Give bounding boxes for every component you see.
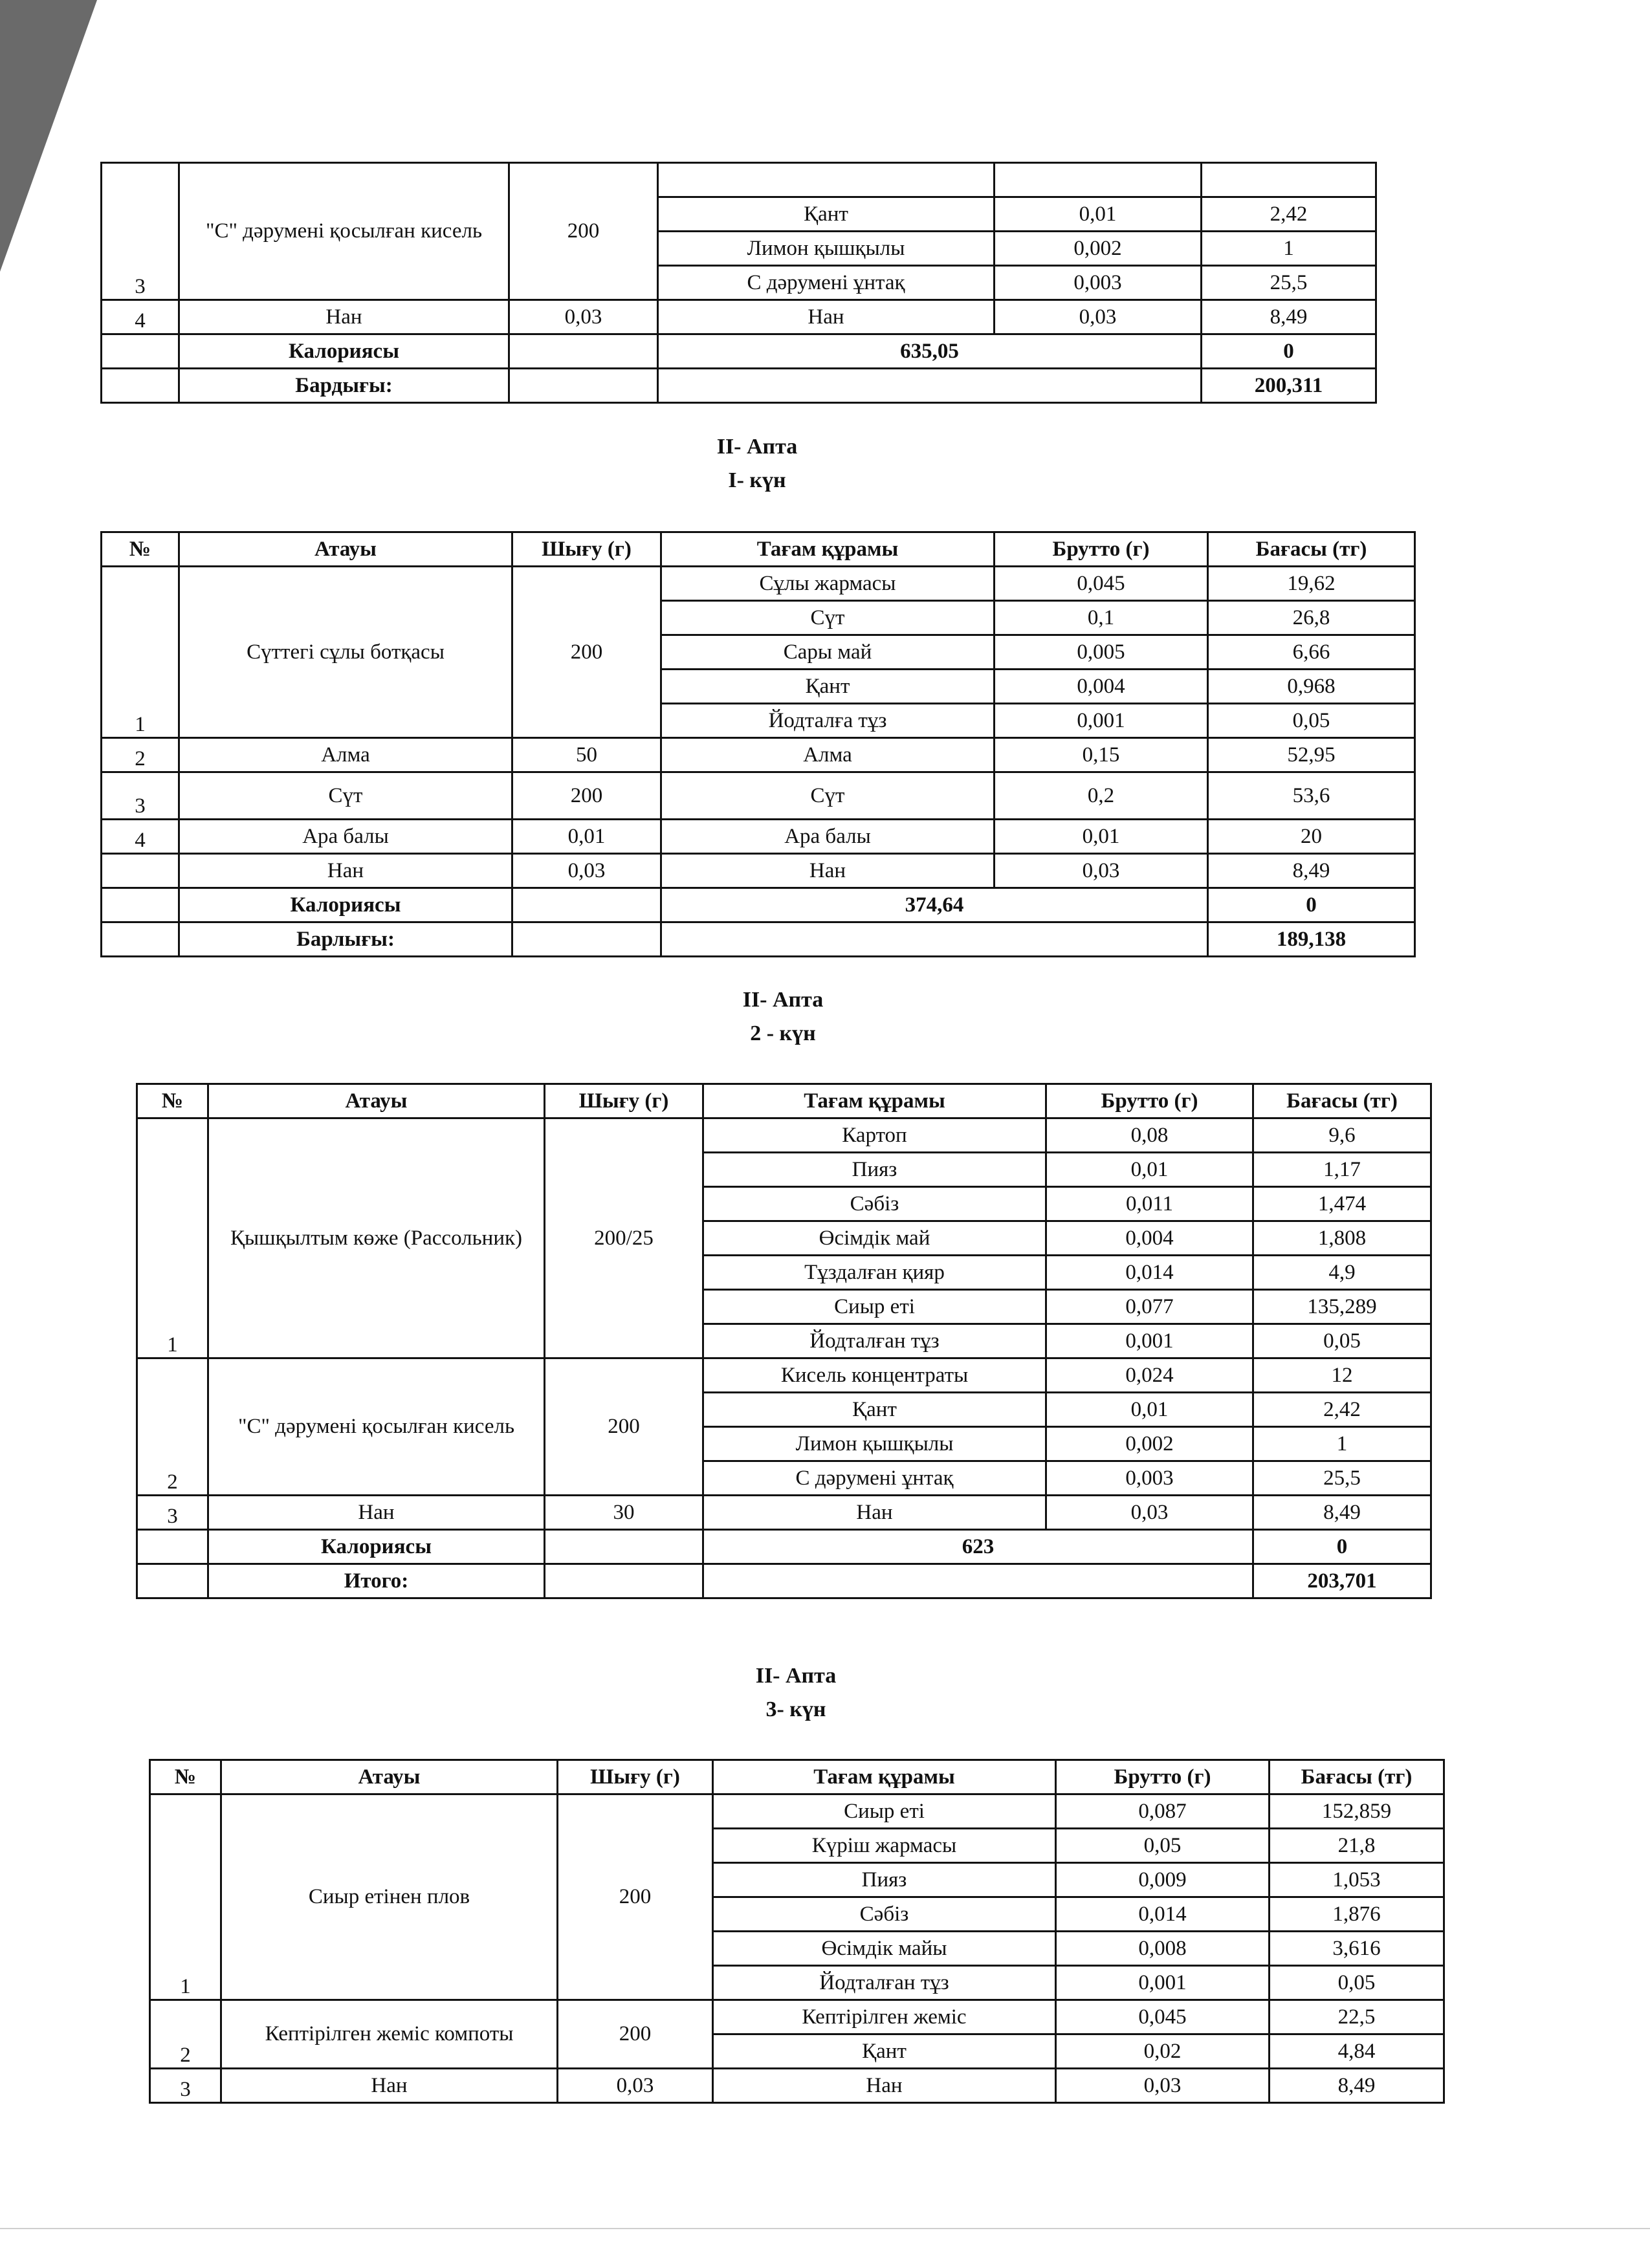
dish-yield: 200 xyxy=(558,1794,713,2000)
ingredient-brutto: 0,03 xyxy=(1056,2069,1270,2103)
ingredient-brutto: 0,009 xyxy=(1056,1863,1270,1897)
empty-cell xyxy=(102,888,179,922)
empty-cell xyxy=(703,1564,1253,1598)
dish-name: Ара балы xyxy=(179,820,512,854)
column-header: Брутто (г) xyxy=(1056,1760,1270,1794)
ingredient-name: Сәбіз xyxy=(713,1897,1056,1932)
empty-cell xyxy=(102,369,179,403)
ingredient-price: 2,42 xyxy=(1202,197,1376,232)
ingredient-name: Өсімдік май xyxy=(703,1221,1046,1256)
ingredient-name: С дәрумені ұнтақ xyxy=(703,1461,1046,1496)
dish-name: Кептірілген жеміс компоты xyxy=(221,2000,558,2069)
ingredient-brutto: 0,004 xyxy=(995,670,1208,704)
ingredient-brutto: 0,077 xyxy=(1046,1290,1253,1324)
ingredient-name: Қант xyxy=(661,670,995,704)
column-header: Бағасы (тг) xyxy=(1270,1760,1444,1794)
ingredient-price: 1 xyxy=(1202,232,1376,266)
ingredient-brutto: 0,08 xyxy=(1046,1118,1253,1153)
empty-cell xyxy=(512,888,661,922)
ingredient-brutto: 0,03 xyxy=(995,300,1202,334)
dish-yield: 0,03 xyxy=(512,854,661,888)
ingredient-price: 3,616 xyxy=(1270,1932,1444,1966)
prev-menu-table xyxy=(100,162,1377,404)
ingredient-brutto: 0,1 xyxy=(995,601,1208,635)
ingredient-price: 25,5 xyxy=(1202,266,1376,300)
week-heading: II- Апта xyxy=(716,435,798,459)
dish-number: 1 xyxy=(102,567,179,738)
dish-yield: 0,01 xyxy=(512,820,661,854)
empty-cell xyxy=(509,369,658,403)
ingredient-price: 1,17 xyxy=(1253,1153,1431,1187)
ingredient-price: 26,8 xyxy=(1208,601,1415,635)
calories-label: Калориясы xyxy=(179,334,509,369)
dish-number: 3 xyxy=(102,163,179,300)
ingredient-name: Картоп xyxy=(703,1118,1046,1153)
empty-cell xyxy=(545,1530,703,1564)
ingredient-price: 6,66 xyxy=(1208,635,1415,670)
ingredient-brutto: 0,024 xyxy=(1046,1358,1253,1393)
empty-cell xyxy=(512,922,661,957)
ingredient-brutto: 0,15 xyxy=(995,738,1208,772)
ingredient-brutto: 0,005 xyxy=(995,635,1208,670)
ingredient-name: Сүт xyxy=(661,601,995,635)
ingredient-name: Кисель концентраты xyxy=(703,1358,1046,1393)
ingredient-price: 9,6 xyxy=(1253,1118,1431,1153)
table-row xyxy=(102,567,1415,601)
total-label: Барлығы: xyxy=(179,922,512,957)
dish-number: 3 xyxy=(150,2069,221,2103)
ingredient-price: 0,968 xyxy=(1208,670,1415,704)
ingredient-name: Лимон қышқылы xyxy=(703,1427,1046,1461)
empty-cell xyxy=(102,334,179,369)
table-row xyxy=(150,2069,1444,2103)
ingredient-brutto: 0,05 xyxy=(1056,1829,1270,1863)
ingredient-brutto: 0,045 xyxy=(1056,2000,1270,2034)
dish-number xyxy=(102,854,179,888)
table-row xyxy=(102,163,1376,197)
ingredient-price: 21,8 xyxy=(1270,1829,1444,1863)
ingredient-brutto: 0,003 xyxy=(995,266,1202,300)
column-header: Атауы xyxy=(221,1760,558,1794)
total-value: 200,311 xyxy=(1202,369,1376,403)
empty-cell xyxy=(102,922,179,957)
dish-name: Сиыр етінен плов xyxy=(221,1794,558,2000)
table-header-row xyxy=(137,1084,1431,1118)
total-label: Бардығы: xyxy=(179,369,509,403)
ingredient-price: 52,95 xyxy=(1208,738,1415,772)
table-row xyxy=(102,772,1415,820)
ingredient-price xyxy=(1202,163,1376,197)
table-row xyxy=(150,1794,1444,1829)
ingredient-price: 0,05 xyxy=(1270,1966,1444,2000)
ingredient-name: Алма xyxy=(661,738,995,772)
week-heading: II- Апта xyxy=(755,1664,837,1688)
day1-menu-table xyxy=(100,531,1416,957)
dish-yield: 0,03 xyxy=(558,2069,713,2103)
ingredient-name: Қант xyxy=(703,1393,1046,1427)
column-header: № xyxy=(102,532,179,567)
ingredient-name: Йодталған тұз xyxy=(703,1324,1046,1358)
ingredient-name: Нан xyxy=(713,2069,1056,2103)
total-value: 203,701 xyxy=(1253,1564,1431,1598)
ingredient-price: 4,84 xyxy=(1270,2034,1444,2069)
ingredient-name: Нан xyxy=(658,300,995,334)
dish-number: 3 xyxy=(137,1496,208,1530)
column-header: Атауы xyxy=(179,532,512,567)
ingredient-price: 8,49 xyxy=(1202,300,1376,334)
day2-block xyxy=(136,983,1430,1599)
column-header: Брутто (г) xyxy=(995,532,1208,567)
total-value: 189,138 xyxy=(1208,922,1415,957)
empty-cell xyxy=(661,922,1208,957)
ingredient-price: 22,5 xyxy=(1270,2000,1444,2034)
empty-cell xyxy=(509,334,658,369)
dish-yield: 50 xyxy=(512,738,661,772)
dish-name: Қышқылтым көже (Рассольник) xyxy=(208,1118,545,1358)
ingredient-name: Сұлы жармасы xyxy=(661,567,995,601)
ingredient-name: Қант xyxy=(713,2034,1056,2069)
ingredient-name: Пияз xyxy=(703,1153,1046,1187)
table-row xyxy=(102,300,1376,334)
ingredient-price: 0,05 xyxy=(1208,704,1415,738)
column-header: Шығу (г) xyxy=(545,1084,703,1118)
column-header: Тағам құрамы xyxy=(661,532,995,567)
ingredient-brutto: 0,014 xyxy=(1046,1256,1253,1290)
week-heading: II- Апта xyxy=(742,988,824,1012)
ingredient-brutto: 0,008 xyxy=(1056,1932,1270,1966)
day3-menu-table xyxy=(149,1759,1445,2104)
dish-number: 3 xyxy=(102,772,179,820)
ingredient-price: 25,5 xyxy=(1253,1461,1431,1496)
empty-cell xyxy=(137,1564,208,1598)
column-header: Шығу (г) xyxy=(512,532,661,567)
column-header: № xyxy=(137,1084,208,1118)
dish-yield: 200/25 xyxy=(545,1118,703,1358)
calories-price: 0 xyxy=(1208,888,1415,922)
day-heading: 3- күн xyxy=(765,1697,826,1721)
dish-number: 1 xyxy=(137,1118,208,1358)
day1-block xyxy=(100,430,1414,957)
calories-label: Калориясы xyxy=(208,1530,545,1564)
ingredient-brutto: 0,2 xyxy=(995,772,1208,820)
total-label: Итого: xyxy=(208,1564,545,1598)
column-header: Атауы xyxy=(208,1084,545,1118)
dish-name: Сүттегі сұлы ботқасы xyxy=(179,567,512,738)
ingredient-name: Сары май xyxy=(661,635,995,670)
ingredient-name: Қант xyxy=(658,197,995,232)
calories-price: 0 xyxy=(1253,1530,1431,1564)
ingredient-name: Сәбіз xyxy=(703,1187,1046,1221)
dish-yield: 0,03 xyxy=(509,300,658,334)
table-header-row xyxy=(102,532,1415,567)
dish-number: 2 xyxy=(137,1358,208,1496)
dish-yield: 200 xyxy=(512,567,661,738)
total-row xyxy=(102,922,1415,957)
ingredient-brutto: 0,087 xyxy=(1056,1794,1270,1829)
ingredient-brutto: 0,004 xyxy=(1046,1221,1253,1256)
scan-folded-corner xyxy=(0,0,97,272)
ingredient-brutto: 0,002 xyxy=(1046,1427,1253,1461)
prev-table-block xyxy=(100,162,1375,404)
dish-name: Нан xyxy=(208,1496,545,1530)
dish-yield: 30 xyxy=(545,1496,703,1530)
ingredient-brutto: 0,01 xyxy=(995,820,1208,854)
ingredient-brutto xyxy=(995,163,1202,197)
dish-number: 1 xyxy=(150,1794,221,2000)
ingredient-brutto: 0,003 xyxy=(1046,1461,1253,1496)
table-row xyxy=(102,738,1415,772)
ingredient-name: Пияз xyxy=(713,1863,1056,1897)
ingredient-name: Нан xyxy=(661,854,995,888)
table-row xyxy=(137,1496,1431,1530)
ingredient-brutto: 0,002 xyxy=(995,232,1202,266)
ingredient-name: Сиыр еті xyxy=(713,1794,1056,1829)
ingredient-name: Сүт xyxy=(661,772,995,820)
calories-row xyxy=(137,1530,1431,1564)
ingredient-brutto: 0,01 xyxy=(1046,1393,1253,1427)
ingredient-brutto: 0,011 xyxy=(1046,1187,1253,1221)
ingredient-price: 1,876 xyxy=(1270,1897,1444,1932)
ingredient-price: 152,859 xyxy=(1270,1794,1444,1829)
dish-name: "С" дәрумені қосылған кисель xyxy=(179,163,509,300)
column-header: Тағам құрамы xyxy=(703,1084,1046,1118)
ingredient-price: 8,49 xyxy=(1208,854,1415,888)
ingredient-price: 1,808 xyxy=(1253,1221,1431,1256)
ingredient-brutto: 0,001 xyxy=(1046,1324,1253,1358)
ingredient-brutto: 0,001 xyxy=(1056,1966,1270,2000)
ingredient-price: 2,42 xyxy=(1253,1393,1431,1427)
column-header: Тағам құрамы xyxy=(713,1760,1056,1794)
column-header: Бағасы (тг) xyxy=(1253,1084,1431,1118)
ingredient-brutto: 0,01 xyxy=(995,197,1202,232)
ingredient-price: 135,289 xyxy=(1253,1290,1431,1324)
column-header: № xyxy=(150,1760,221,1794)
calories-value: 623 xyxy=(703,1530,1253,1564)
ingredient-price: 4,9 xyxy=(1253,1256,1431,1290)
ingredient-price: 12 xyxy=(1253,1358,1431,1393)
ingredient-brutto: 0,045 xyxy=(995,567,1208,601)
dish-yield: 200 xyxy=(512,772,661,820)
dish-yield: 200 xyxy=(509,163,658,300)
ingredient-name: Өсімдік майы xyxy=(713,1932,1056,1966)
empty-cell xyxy=(545,1564,703,1598)
column-header: Бағасы (тг) xyxy=(1208,532,1415,567)
dish-number: 2 xyxy=(150,2000,221,2069)
dish-number: 2 xyxy=(102,738,179,772)
ingredient-name: Лимон қышқылы xyxy=(658,232,995,266)
table-row xyxy=(102,854,1415,888)
scan-edge-line xyxy=(0,2228,1650,2229)
ingredient-name: Сиыр еті xyxy=(703,1290,1046,1324)
ingredient-name: Йодталға тұз xyxy=(661,704,995,738)
ingredient-name: Ара балы xyxy=(661,820,995,854)
ingredient-brutto: 0,01 xyxy=(1046,1153,1253,1187)
dish-number: 4 xyxy=(102,820,179,854)
empty-cell xyxy=(137,1530,208,1564)
column-header: Шығу (г) xyxy=(558,1760,713,1794)
ingredient-brutto: 0,001 xyxy=(995,704,1208,738)
ingredient-name: С дәрумені ұнтақ xyxy=(658,266,995,300)
column-header: Брутто (г) xyxy=(1046,1084,1253,1118)
ingredient-price: 1,053 xyxy=(1270,1863,1444,1897)
calories-row xyxy=(102,334,1376,369)
day-heading: I- күн xyxy=(728,468,786,492)
day-heading: 2 - күн xyxy=(750,1021,816,1045)
dish-name: "С" дәрумені қосылған кисель xyxy=(208,1358,545,1496)
table-row xyxy=(150,2000,1444,2034)
ingredient-price: 1 xyxy=(1253,1427,1431,1461)
ingredient-price: 0,05 xyxy=(1253,1324,1431,1358)
ingredient-brutto: 0,03 xyxy=(1046,1496,1253,1530)
dish-yield: 200 xyxy=(545,1358,703,1496)
ingredient-price: 20 xyxy=(1208,820,1415,854)
ingredient-name: Йодталған тұз xyxy=(713,1966,1056,2000)
day3-block xyxy=(149,1659,1443,2104)
dish-name: Нан xyxy=(179,300,509,334)
dish-number: 4 xyxy=(102,300,179,334)
ingredient-name: Күріш жармасы xyxy=(713,1829,1056,1863)
dish-name: Алма xyxy=(179,738,512,772)
calories-row xyxy=(102,888,1415,922)
table-header-row xyxy=(150,1760,1444,1794)
calories-value: 635,05 xyxy=(658,334,1202,369)
ingredient-price: 53,6 xyxy=(1208,772,1415,820)
ingredient-price: 8,49 xyxy=(1253,1496,1431,1530)
calories-price: 0 xyxy=(1202,334,1376,369)
dish-name: Нан xyxy=(221,2069,558,2103)
total-row xyxy=(137,1564,1431,1598)
calories-value: 374,64 xyxy=(661,888,1208,922)
total-row xyxy=(102,369,1376,403)
ingredient-price: 1,474 xyxy=(1253,1187,1431,1221)
ingredient-brutto: 0,02 xyxy=(1056,2034,1270,2069)
ingredient-name: Кептірілген жеміс xyxy=(713,2000,1056,2034)
table-row xyxy=(137,1358,1431,1393)
empty-cell xyxy=(658,369,1202,403)
table-row xyxy=(102,820,1415,854)
calories-label: Калориясы xyxy=(179,888,512,922)
ingredient-brutto: 0,03 xyxy=(995,854,1208,888)
table-row xyxy=(137,1118,1431,1153)
ingredient-price: 19,62 xyxy=(1208,567,1415,601)
ingredient-name xyxy=(658,163,995,197)
ingredient-name: Тұздалған қияр xyxy=(703,1256,1046,1290)
ingredient-brutto: 0,014 xyxy=(1056,1897,1270,1932)
dish-name: Нан xyxy=(179,854,512,888)
dish-yield: 200 xyxy=(558,2000,713,2069)
day2-menu-table xyxy=(136,1083,1432,1599)
ingredient-price: 8,49 xyxy=(1270,2069,1444,2103)
ingredient-name: Нан xyxy=(703,1496,1046,1530)
dish-name: Сүт xyxy=(179,772,512,820)
